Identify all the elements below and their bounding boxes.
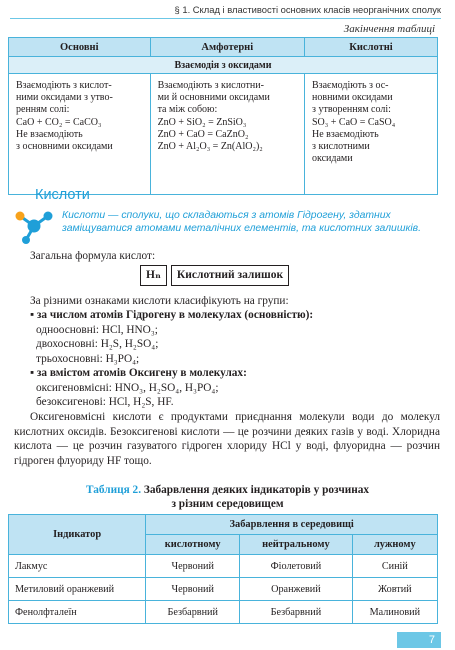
page-number: 7 <box>397 632 441 648</box>
cell-line: ми й основними оксидами <box>157 92 270 104</box>
table-cell: Жовтий <box>352 578 437 601</box>
oxide-interaction-table <box>8 37 438 195</box>
classification-intro: За різними ознаками кислоти класифікують на групи: <box>30 295 289 307</box>
col-header-amphoteric: Амфотерні <box>150 38 304 57</box>
cell-line: Взаємодіють з ос- <box>312 80 389 91</box>
list-item: двохосновні: H₂S, H₂SO₄; <box>36 338 159 350</box>
table2-label: Таблиця 2. <box>85 484 142 496</box>
section-title: Кислоти <box>35 187 90 203</box>
equation: SO₃ + CaO = CaSO₄ <box>312 116 396 128</box>
cell-line: ними оксидами з утво- <box>16 92 113 104</box>
group-title: ▪ за числом атомів Гідрогену в молекулах (основністю): <box>30 309 314 321</box>
running-header: § 1. Склад і властивості основних класів неорганічних сполук <box>10 4 441 19</box>
table-cell: Червоний <box>146 578 240 601</box>
definition-text: Кислоти — сполуки, що складаються з атомів Гідрогену, здатних заміщуватися атомами металічних елементів, та кислотних залишків. <box>62 210 421 235</box>
list-item: безоксигенові: HCl, H₂S, HF. <box>36 396 174 408</box>
col-header-neutral-env: нейтральному <box>240 535 352 555</box>
cell-basic <box>9 74 151 195</box>
body-paragraph: Оксигеновмісні кислоти є продуктами приєднання молекули води до молекул кислотних оксидів. Безоксигенові кислоти — це розчини деяких газів у воді. Хлоридна кислота — це розчин газуватого гідроген хлориду HCl у воді, флуоридна — розчин гідроген флуориду HF тощо. <box>14 411 440 467</box>
table-cell: Фіолетовий <box>240 555 352 578</box>
cell-acidic <box>305 74 438 195</box>
cell-line: з утворенням солі: <box>312 104 391 116</box>
table-cell: Червоний <box>146 555 240 578</box>
cell-line: та між собою: <box>157 104 218 116</box>
group-title: ▪ за вмістом атомів Оксигену в молекулах: <box>30 367 247 379</box>
formula-hydrogen: Hₙ <box>140 265 167 286</box>
table-cell: Оранжевий <box>240 578 352 601</box>
cell-line: з основними оксидами <box>16 141 113 153</box>
general-formula-text: Загальна формула кислот: <box>30 250 156 262</box>
col-header-acidic: Кислотні <box>305 38 438 57</box>
classification-group-oxygen <box>30 366 247 410</box>
table-row <box>9 555 438 578</box>
subheader-oxides: Взаємодія з оксидами <box>9 57 438 74</box>
cell-line: Не взаємодіють <box>312 128 379 140</box>
equation: ZnO + Al₂O₃ = Zn(AlO₂)₂ <box>157 141 263 153</box>
cell-line: оксидами <box>312 153 353 165</box>
cell-line: Взаємодіють з кислотни- <box>157 80 264 91</box>
cell-line: ренням солі: <box>16 104 70 116</box>
table-row <box>9 601 438 624</box>
list-item: одноосновні: HCl, HNO₃; <box>36 323 158 336</box>
table2-caption <box>0 484 455 511</box>
cell-line: Взаємодіють з кислот- <box>16 80 112 91</box>
indicator-table <box>8 514 438 624</box>
continuation-label: Закінчення таблиці <box>343 23 435 35</box>
table-cell: Фенолфталеїн <box>9 601 146 624</box>
general-formula <box>140 265 289 286</box>
table-cell: Безбарвний <box>240 601 352 624</box>
table-cell: Лакмус <box>9 555 146 578</box>
equation: CaO + CO₂ = CaCO₃ <box>16 116 102 128</box>
table-cell: Метиловий оранжевий <box>9 578 146 601</box>
col-header-alkaline-env: лужному <box>352 535 437 555</box>
cell-line: з кислотними <box>312 141 370 153</box>
table2-title-line2: з різним середовищем <box>171 497 284 510</box>
cell-line: новними оксидами <box>312 92 393 104</box>
list-item: трьохосновні: H₃PO₄; <box>36 352 140 365</box>
cell-amphoteric <box>150 74 304 195</box>
table-cell: Безбарвний <box>146 601 240 624</box>
col-header-colouring: Забарвлення в середовищі <box>146 515 438 535</box>
equation: ZnO + SiO₂ = ZnSiO₃ <box>157 116 247 128</box>
classification-group-basicity <box>30 308 313 366</box>
table-cell: Синій <box>352 555 437 578</box>
formula-acid-residue: Кислотний залишок <box>171 265 289 286</box>
col-header-acidic-env: кислотному <box>146 535 240 555</box>
col-header-basic: Основні <box>9 38 151 57</box>
cell-line: Не взаємодіють <box>16 128 83 140</box>
list-item: оксигеновмісні: HNO₃, H₂SO₄, H₃PO₄; <box>36 381 219 394</box>
table-row <box>9 578 438 601</box>
col-header-indicator: Індикатор <box>9 515 146 555</box>
molecule-icon <box>10 204 54 244</box>
table-cell: Малиновий <box>352 601 437 624</box>
equation: ZnO + CaO = CaZnO₂ <box>157 128 249 140</box>
table2-title: Забарвлення деяких індикаторів у розчинах <box>143 484 370 496</box>
